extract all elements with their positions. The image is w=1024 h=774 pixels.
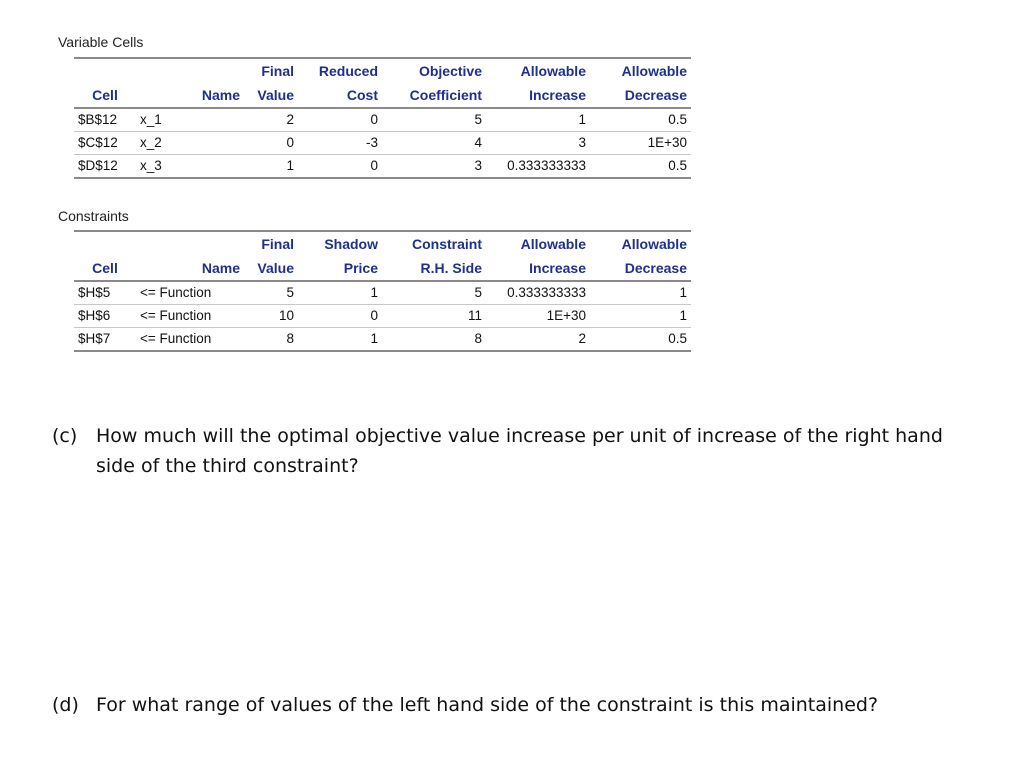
reduced-cost: 0 <box>298 108 382 132</box>
final-value: 0 <box>244 132 298 155</box>
cell-ref: $H$7 <box>74 328 136 352</box>
header-cell: Price <box>298 256 382 281</box>
objective-coefficient: 4 <box>382 132 486 155</box>
question-d <box>52 690 952 720</box>
header-cell: Coefficient <box>382 83 486 108</box>
header-cell: Allowable <box>590 58 691 83</box>
cell-name: x_1 <box>136 108 244 132</box>
allowable-decrease: 1E+30 <box>590 132 691 155</box>
constraints-header-top <box>74 231 691 256</box>
allowable-decrease: 0.5 <box>590 155 691 179</box>
constraints-title: Constraints <box>58 208 129 224</box>
table-row <box>74 328 691 352</box>
header-cell: Cell <box>74 256 136 281</box>
cell-ref: $C$12 <box>74 132 136 155</box>
variable-cells-header-top <box>74 58 691 83</box>
question-label: (d) <box>52 694 79 716</box>
allowable-increase: 1E+30 <box>486 305 590 328</box>
allowable-increase: 0.333333333 <box>486 155 590 179</box>
cell-name: <= Function <box>136 328 244 352</box>
final-value: 8 <box>244 328 298 352</box>
final-value: 10 <box>244 305 298 328</box>
cell-ref: $D$12 <box>74 155 136 179</box>
header-cell: Allowable <box>486 231 590 256</box>
header-cell: Name <box>136 83 244 108</box>
question-label: (c) <box>52 425 78 447</box>
header-cell: Name <box>136 256 244 281</box>
objective-coefficient: 5 <box>382 108 486 132</box>
allowable-increase: 3 <box>486 132 590 155</box>
allowable-decrease: 0.5 <box>590 108 691 132</box>
constraint-rhs: 8 <box>382 328 486 352</box>
header-cell: Constraint <box>382 231 486 256</box>
final-value: 2 <box>244 108 298 132</box>
final-value: 1 <box>244 155 298 179</box>
header-cell: Objective <box>382 58 486 83</box>
header-cell <box>136 231 244 256</box>
shadow-price: 0 <box>298 305 382 328</box>
header-cell: Final <box>244 231 298 256</box>
shadow-price: 1 <box>298 328 382 352</box>
header-cell: Allowable <box>486 58 590 83</box>
allowable-increase: 0.333333333 <box>486 281 590 305</box>
allowable-increase: 2 <box>486 328 590 352</box>
header-cell: Cost <box>298 83 382 108</box>
reduced-cost: -3 <box>298 132 382 155</box>
header-cell: R.H. Side <box>382 256 486 281</box>
cell-name: x_2 <box>136 132 244 155</box>
objective-coefficient: 3 <box>382 155 486 179</box>
header-cell: Reduced <box>298 58 382 83</box>
variable-cells-header-bottom <box>74 83 691 108</box>
header-cell: Value <box>244 83 298 108</box>
question-c <box>52 421 952 481</box>
variable-cells-title: Variable Cells <box>58 34 144 50</box>
header-cell: Increase <box>486 256 590 281</box>
header-cell: Allowable <box>590 231 691 256</box>
header-cell: Cell <box>74 83 136 108</box>
final-value: 5 <box>244 281 298 305</box>
table-row <box>74 281 691 305</box>
allowable-increase: 1 <box>486 108 590 132</box>
constraint-rhs: 11 <box>382 305 486 328</box>
header-cell: Final <box>244 58 298 83</box>
table-row <box>74 155 691 179</box>
question-text: How much will the optimal objective value increase per unit of increase of the right hand side of the third constraint? <box>96 425 943 477</box>
header-cell <box>136 58 244 83</box>
header-cell: Shadow <box>298 231 382 256</box>
constraints-table <box>74 230 691 352</box>
header-cell <box>74 231 136 256</box>
header-cell: Increase <box>486 83 590 108</box>
constraint-rhs: 5 <box>382 281 486 305</box>
cell-name: <= Function <box>136 305 244 328</box>
cell-ref: $H$6 <box>74 305 136 328</box>
table-row <box>74 305 691 328</box>
header-cell: Value <box>244 256 298 281</box>
variable-cells-table <box>74 57 691 179</box>
reduced-cost: 0 <box>298 155 382 179</box>
header-cell: Decrease <box>590 83 691 108</box>
cell-ref: $B$12 <box>74 108 136 132</box>
cell-ref: $H$5 <box>74 281 136 305</box>
header-cell: Decrease <box>590 256 691 281</box>
shadow-price: 1 <box>298 281 382 305</box>
table-row <box>74 108 691 132</box>
table-row <box>74 132 691 155</box>
header-cell <box>74 58 136 83</box>
allowable-decrease: 1 <box>590 305 691 328</box>
allowable-decrease: 1 <box>590 281 691 305</box>
cell-name: x_3 <box>136 155 244 179</box>
cell-name: <= Function <box>136 281 244 305</box>
question-text: For what range of values of the left hand side of the constraint is this maintained? <box>96 694 879 716</box>
constraints-header-bottom <box>74 256 691 281</box>
allowable-decrease: 0.5 <box>590 328 691 352</box>
